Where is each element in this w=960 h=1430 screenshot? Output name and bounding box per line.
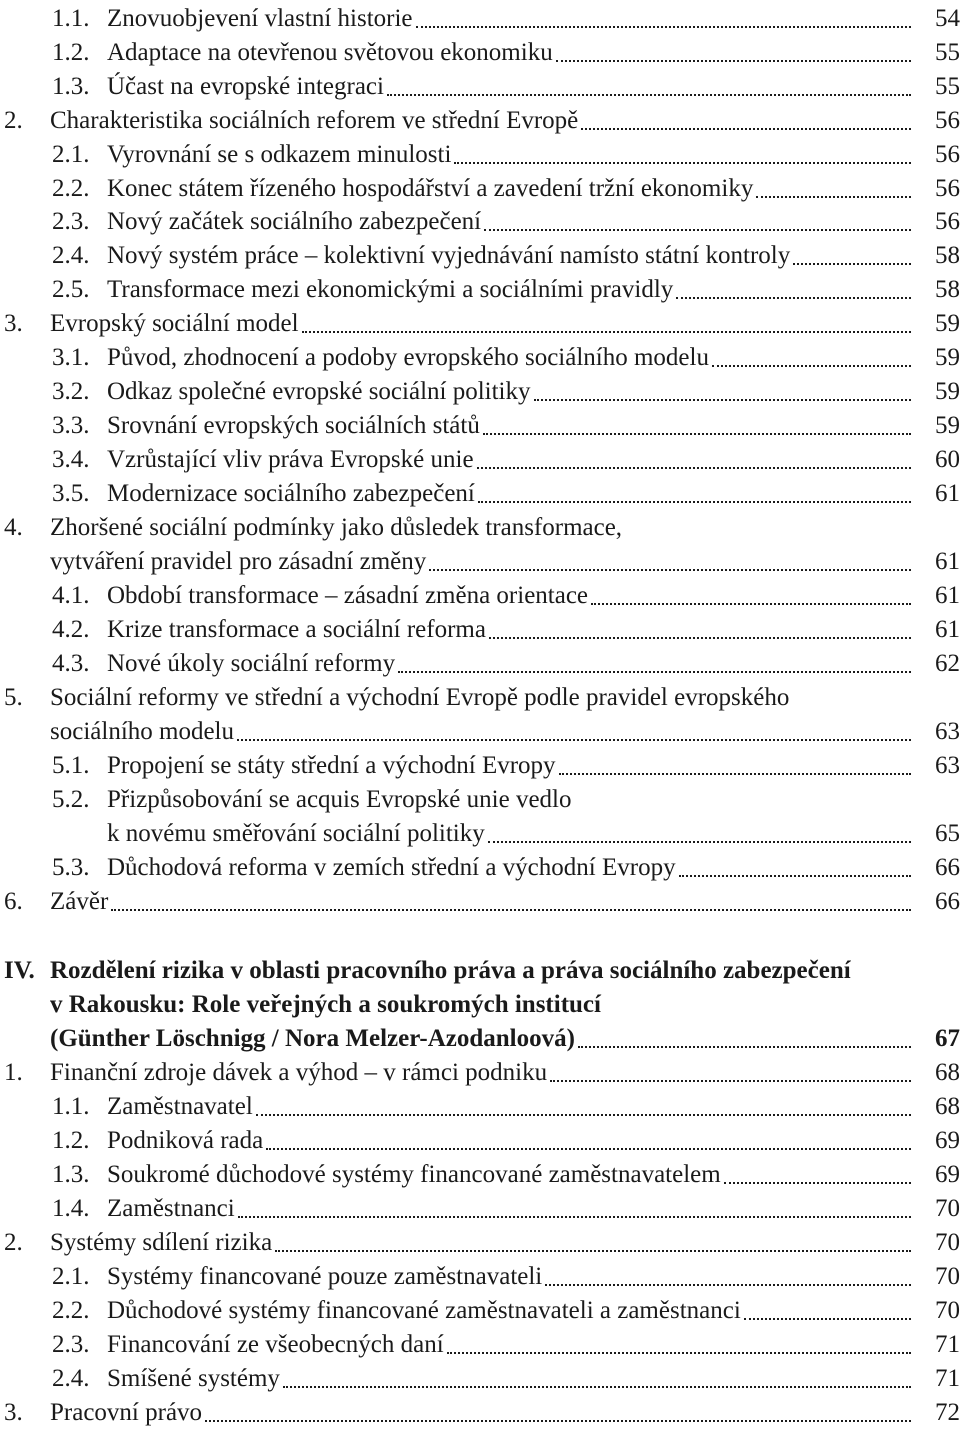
toc-entry-number: 2.4. [52, 242, 90, 269]
dot-leader [559, 773, 911, 775]
toc-entry [0, 36, 960, 70]
toc-entry-page-number: 71 [935, 1365, 960, 1392]
dot-leader [237, 739, 911, 741]
toc-entry-page-number: 54 [935, 5, 960, 32]
toc-entry-page-number: 62 [935, 650, 960, 677]
toc-entry-page-number: 56 [935, 107, 960, 134]
toc-entry-number: 3.2. [52, 378, 90, 405]
dot-leader [302, 331, 911, 333]
toc-entry [0, 851, 960, 885]
toc-entry-title: Rozdělení rizika v oblasti pracovního práva a práva sociálního zabezpečení [50, 957, 851, 984]
toc-entry [0, 647, 960, 681]
toc-entry-number: 1.2. [52, 1127, 90, 1154]
toc-entry [0, 545, 960, 579]
toc-entry-number: 1.1. [52, 5, 90, 32]
toc-entry-title: vytváření pravidel pro zásadní změny [50, 548, 427, 575]
toc-entry-page-number: 61 [935, 616, 960, 643]
toc-entry [0, 511, 960, 545]
dot-leader [744, 1318, 911, 1320]
dot-leader [679, 875, 911, 877]
dot-leader [238, 1216, 911, 1218]
toc-entry-page-number: 59 [935, 310, 960, 337]
toc-entry-number: 2.1. [52, 1263, 90, 1290]
toc-entry [0, 1090, 960, 1124]
toc-entry-number: 5.1. [52, 752, 90, 779]
toc-entry-title: Zhoršené sociální podmínky jako důsledek transformace, [50, 514, 623, 541]
toc-entry [0, 1294, 960, 1328]
toc-entry-title: Evropský sociální model [50, 310, 299, 337]
toc-entry-title: sociálního modelu [50, 718, 234, 745]
toc-entry-title: v Rakousku: Role veřejných a soukromých institucí [50, 991, 601, 1018]
dot-leader [454, 162, 911, 164]
dot-leader [545, 1284, 911, 1286]
toc-entry [0, 954, 960, 988]
toc-entry-title: Znovuobjevení vlastní historie [107, 5, 413, 32]
toc-entry-page-number: 59 [935, 378, 960, 405]
dot-leader [489, 637, 911, 639]
toc-entry-number: 2. [4, 107, 23, 134]
toc-entry-title: Konec státem řízeného hospodářství a zavedení tržní ekonomiky [107, 175, 754, 202]
toc-entry-number: IV. [4, 957, 35, 984]
toc-entry [0, 1124, 960, 1158]
toc-entry-title: Období transformace – zásadní změna orientace [107, 582, 589, 609]
toc-entry-number: 2. [4, 1229, 23, 1256]
toc-entry-title: Finanční zdroje dávek a výhod – v rámci podniku [50, 1059, 548, 1086]
toc-entry [0, 681, 960, 715]
toc-entry-number: 4.3. [52, 650, 90, 677]
toc-entry-page-number: 61 [935, 582, 960, 609]
toc-entry-page-number: 56 [935, 208, 960, 235]
toc-entry [0, 2, 960, 36]
toc-entry [0, 885, 960, 919]
toc-entry-number: 1.1. [52, 1093, 90, 1120]
toc-entry-number: 4. [4, 514, 23, 541]
toc-entry-title: Adaptace na otevřenou světovou ekonomiku [107, 39, 553, 66]
toc-entry [0, 172, 960, 206]
dot-leader [591, 603, 911, 605]
toc-entry-page-number: 69 [935, 1161, 960, 1188]
toc-entry-page-number: 70 [935, 1297, 960, 1324]
toc-entry-title: Srovnání evropských sociálních států [107, 412, 480, 439]
toc-entry-title: Charakteristika sociálních reforem ve střední Evropě [50, 107, 579, 134]
toc-entry-page-number [916, 954, 960, 988]
toc-entry [0, 409, 960, 443]
toc-entry-page-number: 56 [935, 175, 960, 202]
toc-entry-title: Soukromé důchodové systémy financované zaměstnavatelem [107, 1161, 721, 1188]
toc-entry-title: Odkaz společné evropské sociální politiky [107, 378, 531, 405]
toc-entry [0, 749, 960, 783]
toc-entry-title: Důchodové systémy financované zaměstnavateli a zaměstnanci [107, 1297, 741, 1324]
toc-entry-page-number: 55 [935, 73, 960, 100]
dot-leader [534, 399, 912, 401]
toc-entry [0, 1192, 960, 1226]
dot-leader [111, 909, 911, 911]
dot-leader [483, 433, 911, 435]
toc-entry-title: Financování ze všeobecných daní [107, 1331, 444, 1358]
toc-entry [0, 273, 960, 307]
toc-entry-page-number: 58 [935, 242, 960, 269]
toc-entry-page-number: 70 [935, 1229, 960, 1256]
toc-entry-page-number [916, 511, 960, 545]
toc-entry [0, 104, 960, 138]
dot-leader [556, 60, 911, 62]
toc-entry-title: Závěr [50, 888, 109, 915]
toc-entry-title: Zaměstnanci [107, 1195, 235, 1222]
toc-entry-page-number: 66 [935, 888, 960, 915]
toc-entry-number: 3. [4, 310, 23, 337]
toc-entry-page-number: 68 [935, 1059, 960, 1086]
toc-entry-number: 1.3. [52, 1161, 90, 1188]
toc-entry-page-number: 59 [935, 344, 960, 371]
toc-entry-number: 1.2. [52, 39, 90, 66]
toc-entry-number: 2.5. [52, 276, 90, 303]
toc-entry-page-number [916, 681, 960, 715]
toc-entry [0, 1158, 960, 1192]
dot-leader [256, 1114, 911, 1116]
toc-entry-page-number [916, 988, 960, 1022]
toc-entry-title: Nový systém práce – kolektivní vyjednávání namísto státní kontroly [107, 242, 791, 269]
toc-entry-title: Propojení se státy střední a východní Evropy [107, 752, 556, 779]
toc-entry-number: 2.3. [52, 1331, 90, 1358]
toc-entry [0, 205, 960, 239]
dot-leader [676, 297, 911, 299]
toc-entry-page-number: 56 [935, 141, 960, 168]
toc-entry [0, 477, 960, 511]
toc-entry-title: Nové úkoly sociální reformy [107, 650, 396, 677]
toc-entry [0, 1260, 960, 1294]
dot-leader [484, 229, 911, 231]
toc-entry-title: Důchodová reforma v zemích střední a východní Evropy [107, 854, 676, 881]
toc-entry-title: Zaměstnavatel [107, 1093, 253, 1120]
toc-entry-title: Podniková rada [107, 1127, 264, 1154]
toc-entry-title: Sociální reformy ve střední a východní Evropě podle pravidel evropského [50, 684, 790, 711]
dot-leader [429, 569, 911, 571]
dot-leader [488, 841, 911, 843]
toc-entry [0, 1056, 960, 1090]
toc-entry-number: 2.1. [52, 141, 90, 168]
toc-entry-title: Vyrovnání se s odkazem minulosti [107, 141, 452, 168]
dot-leader [266, 1148, 911, 1150]
dot-leader [756, 196, 911, 198]
toc-entry [0, 817, 960, 851]
dot-leader [283, 1386, 911, 1388]
toc-entry-title: Vzrůstající vliv práva Evropské unie [107, 446, 474, 473]
toc-entry-page-number: 63 [935, 752, 960, 779]
toc-entry-page-number [916, 783, 960, 817]
toc-entry-number: 6. [4, 888, 23, 915]
toc-entry-title: Krize transformace a sociální reforma [107, 616, 486, 643]
toc-entry-number: 2.4. [52, 1365, 90, 1392]
toc-entry [0, 307, 960, 341]
dot-leader [581, 128, 911, 130]
toc-entry-number: 5. [4, 684, 23, 711]
toc-entry-page-number: 68 [935, 1093, 960, 1120]
toc-entry-page-number: 63 [935, 718, 960, 745]
toc-entry-number: 4.2. [52, 616, 90, 643]
toc-entry [0, 375, 960, 409]
toc-entry-page-number: 67 [935, 1025, 960, 1052]
toc-entry-page-number: 69 [935, 1127, 960, 1154]
toc-entry [0, 1362, 960, 1396]
toc-entry-page-number: 71 [935, 1331, 960, 1358]
dot-leader [550, 1080, 911, 1082]
toc-entry-number: 3.5. [52, 480, 90, 507]
toc-entry-page-number: 58 [935, 276, 960, 303]
toc-entry-title: Původ, zhodnocení a podoby evropského sociálního modelu [107, 344, 709, 371]
toc-entry-number: 3. [4, 1399, 23, 1426]
toc-entry-page-number: 72 [935, 1399, 960, 1426]
dot-leader [416, 26, 911, 28]
dot-leader [724, 1182, 911, 1184]
toc-entry-page-number: 55 [935, 39, 960, 66]
dot-leader [478, 501, 911, 503]
toc-entry [0, 138, 960, 172]
toc-entry-number: 3.4. [52, 446, 90, 473]
toc-entry [0, 715, 960, 749]
toc-entry [0, 341, 960, 375]
toc-entry-title: Pracovní právo [50, 1399, 203, 1426]
toc-entry [0, 579, 960, 613]
toc-entry-page-number: 59 [935, 412, 960, 439]
toc-entry [0, 1226, 960, 1260]
toc-entry [0, 988, 960, 1022]
toc-entry-number: 3.3. [52, 412, 90, 439]
dot-leader [398, 671, 911, 673]
toc-entry-page-number: 60 [935, 446, 960, 473]
toc-entry-page-number: 70 [935, 1263, 960, 1290]
toc-entry-page-number: 66 [935, 854, 960, 881]
toc-entry-number: 1.4. [52, 1195, 90, 1222]
toc-entry-number: 2.3. [52, 208, 90, 235]
toc-entry-title: Přizpůsobování se acquis Evropské unie vedlo [107, 786, 572, 813]
toc-entry-number: 2.2. [52, 175, 90, 202]
toc-entry-title: Transformace mezi ekonomickými a sociálními pravidly [107, 276, 674, 303]
toc-entry-number: 5.2. [52, 786, 90, 813]
toc-entry-title: k novému směřování sociální politiky [107, 820, 485, 847]
dot-leader [275, 1250, 911, 1252]
dot-leader [447, 1352, 911, 1354]
toc-entry [0, 1328, 960, 1362]
dot-leader [793, 263, 911, 265]
toc-entry-number: 4.1. [52, 582, 90, 609]
dot-leader [477, 467, 911, 469]
toc-entry-page-number: 70 [935, 1195, 960, 1222]
toc-entry-page-number: 61 [935, 480, 960, 507]
toc-entry [0, 70, 960, 104]
toc-entry [0, 783, 960, 817]
toc-entry-page-number: 61 [935, 548, 960, 575]
toc-entry-page-number: 65 [935, 820, 960, 847]
dot-leader [712, 365, 911, 367]
toc-entry-number: 1. [4, 1059, 23, 1086]
toc-entry-number: 1.3. [52, 73, 90, 100]
toc-entry-title: Nový začátek sociálního zabezpečení [107, 208, 482, 235]
toc-entry [0, 1022, 960, 1056]
toc-entry-title: Systémy sdílení rizika [50, 1229, 273, 1256]
toc-entry-number: 5.3. [52, 854, 90, 881]
toc-entry-number: 3.1. [52, 344, 90, 371]
toc-entry-title: Účast na evropské integraci [107, 73, 384, 100]
dot-leader [578, 1046, 911, 1048]
toc-entry [0, 613, 960, 647]
dot-leader [387, 94, 911, 96]
toc-entry-number: 2.2. [52, 1297, 90, 1324]
toc-entry [0, 443, 960, 477]
toc-entry [0, 1396, 960, 1430]
toc-entry-title: Systémy financované pouze zaměstnavateli [107, 1263, 543, 1290]
dot-leader [205, 1420, 911, 1422]
toc-entry-title: Smíšené systémy [107, 1365, 280, 1392]
toc-entry [0, 239, 960, 273]
toc-entry-title: (Günther Löschnigg / Nora Melzer-Azodanloová) [50, 1025, 575, 1052]
toc-entry-title: Modernizace sociálního zabezpečení [107, 480, 475, 507]
